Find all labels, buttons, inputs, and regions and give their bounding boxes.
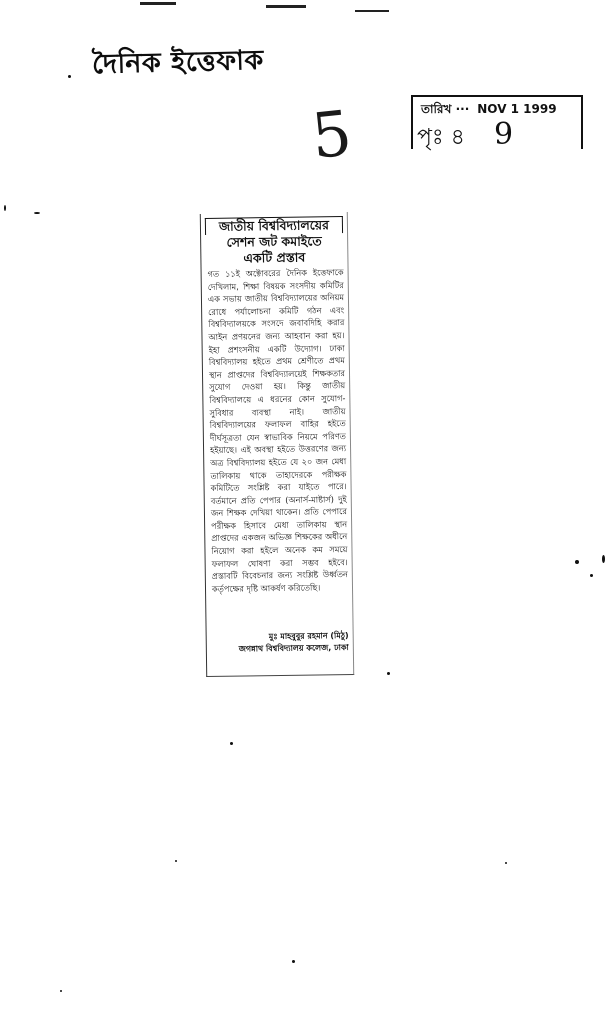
stamp-date-prefix: তারিখ ··· bbox=[421, 102, 470, 116]
scan-speck bbox=[34, 212, 40, 214]
scan-speck bbox=[292, 960, 295, 963]
scan-speck bbox=[4, 205, 6, 211]
scan-mark bbox=[140, 2, 176, 5]
stamp-date: NOV 1 1999 bbox=[477, 102, 557, 116]
scan-speck bbox=[60, 990, 62, 992]
scan-speck bbox=[575, 560, 579, 564]
stamp-page-row bbox=[417, 117, 513, 157]
date-stamp bbox=[411, 95, 583, 152]
stamp-page: 9 bbox=[493, 117, 514, 152]
article-headline bbox=[205, 216, 344, 267]
scan-speck bbox=[68, 75, 71, 78]
scan-speck bbox=[602, 555, 605, 563]
newspaper-clipping bbox=[200, 212, 354, 677]
scan-speck bbox=[175, 860, 177, 862]
article-affiliation: জগন্নাথ বিশ্ববিদ্যালয় কলেজ, ঢাকা bbox=[238, 643, 349, 654]
scan-mark bbox=[355, 10, 389, 12]
scan-speck bbox=[590, 574, 593, 577]
stamp-column: ৪ bbox=[450, 125, 465, 150]
scan-speck bbox=[387, 672, 390, 675]
headline-line: জাতীয় বিশ্ববিদ্যালয়ের bbox=[205, 216, 343, 235]
article-author: মুঃ মাহবুবুর রহমান (মিঠু) bbox=[268, 631, 349, 642]
scan-speck bbox=[230, 742, 233, 745]
stamp-page-prefix: পৃঃ bbox=[417, 125, 444, 150]
newspaper-masthead: দৈনিক ইত্তেফাক bbox=[91, 44, 265, 81]
headline-line: একটি প্রস্তাব bbox=[243, 249, 306, 266]
handwritten-page-number: 5 bbox=[308, 96, 356, 173]
headline-line: সেশন জট কমাইতে bbox=[226, 233, 322, 250]
article-body: গত ১১ই অক্টোবরের দৈনিক ইত্তেফাকে দেখিলাম, শিক্ষা বিষয়ক সংসদীয় কমিটির এক সভায় জাতীয় বিশ্ববিদ্যালয়ের অনিয়ম রোধে পর্যালোচনা কমিটি গঠন এবং বিশ্ববিদ্যালয়কে সংসদে জবাবদিহি করার আইন প্রণয়নের জন্য আহবান করা হয়। ইহা প্রশংসনীয় একটি উদ্যোগ। ঢাকা বিশ্ববিদ্যালয় হইতে প্রথম শ্রেণীতে প্রথম স্থান প্রাপ্তদের বিশ্ববিদ্যালয়েই শিক্ষকতার সুযোগ দেওয়া হয়। কিন্তু জাতীয় বিশ্ববিদ্যালয়ে এ ধরনের কোন সুযোগ-সুবিধার ব্যবস্থা নাই। জাতীয় বিশ্ববিদ্যালয়ের ফলাফল বাহির হইতে দীর্ঘসূত্রতা যেন স্বাভাবিক নিয়মে পরিণত হইয়াছে। এই অবস্থা হইতে উত্তরণের জন্য অত্র বিশ্ববিদ্যালয় হইতে যে ২০ জন মেধা তালিকায় থাকে তাহাদেরকে পরীক্ষক কমিটিতে সংশ্লিষ্ট করা যাইতে পারে। বর্তমানে প্রতি পেপার (অনার্স-মাষ্টার্স) দুই জন শিক্ষক দেখিয়া থাকেন। প্রতি পেপারে পরীক্ষক হিসাবে মেধা তালিকায় স্থান প্রাপ্তদের একজন অভিজ্ঞ শিক্ষকের অধীনে নিয়োগ করা হইলে অনেক কম সময়ে ফলাফল ঘোষণা করা সম্ভব হইবে। প্রস্তাবটি বিবেচনার জন্য সংশ্লিষ্ট উর্ধ্বতন কর্তৃপক্ষের দৃষ্টি আকর্ষণ করিতেছি। bbox=[207, 267, 348, 594]
scan-speck bbox=[505, 862, 507, 864]
article-signature bbox=[215, 630, 349, 656]
scan-mark bbox=[266, 5, 306, 8]
